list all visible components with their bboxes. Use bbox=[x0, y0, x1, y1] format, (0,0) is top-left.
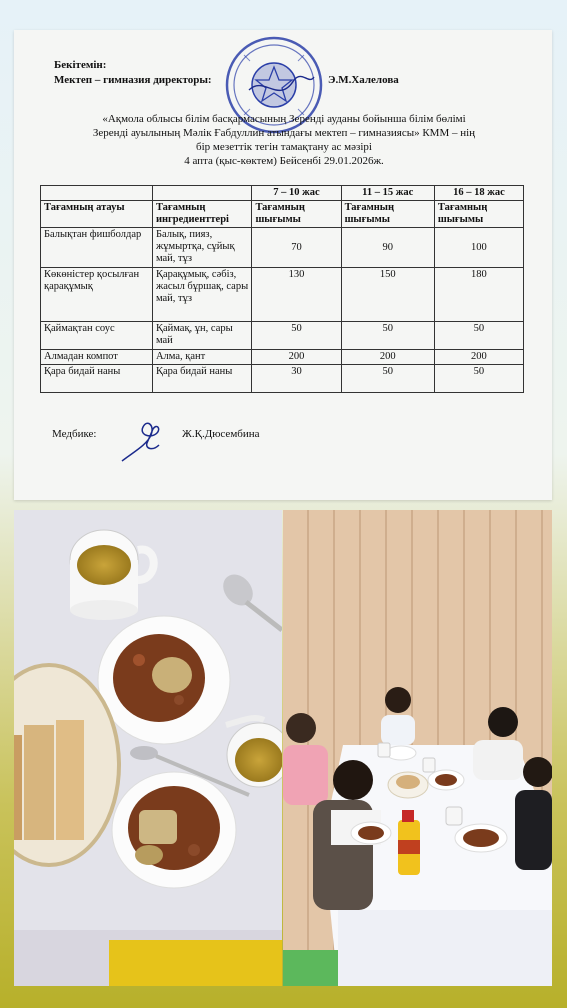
approve-title: Бекітемін: bbox=[54, 59, 107, 71]
dish-cell: Қаймақтан соус bbox=[41, 322, 153, 350]
medic-label: Медбике: bbox=[52, 428, 97, 440]
portion-cell: 130 bbox=[252, 268, 341, 322]
table-row bbox=[41, 322, 524, 350]
table-row bbox=[41, 350, 524, 365]
dish-cell: Алмадан компот bbox=[41, 350, 153, 365]
dish-cell: Қара бидай наны bbox=[41, 365, 153, 393]
children-dining-icon bbox=[283, 510, 552, 986]
approval-block bbox=[54, 58, 399, 88]
portion-cell: 200 bbox=[434, 350, 523, 365]
children-dining-photo bbox=[283, 510, 552, 986]
portion-cell: 180 bbox=[434, 268, 523, 322]
menu-table bbox=[40, 185, 524, 393]
ingredients-cell: Алма, қант bbox=[152, 350, 252, 365]
menu-document-photo bbox=[14, 30, 552, 500]
age-group: 7 – 10 жас bbox=[252, 186, 341, 201]
portion-cell: 50 bbox=[252, 322, 341, 350]
table-row bbox=[41, 365, 524, 393]
empty-cell bbox=[152, 186, 252, 201]
portion-cell: 30 bbox=[252, 365, 341, 393]
portion-cell: 50 bbox=[341, 322, 434, 350]
portion-cell: 70 bbox=[252, 228, 341, 268]
portion-cell: 100 bbox=[434, 228, 523, 268]
column-header: Тағамның шығымы bbox=[341, 201, 434, 228]
dish-cell: Балықтан фишболдар bbox=[41, 228, 153, 268]
column-header: Тағамның ингредиенттері bbox=[152, 201, 252, 228]
age-group: 16 – 18 жас bbox=[434, 186, 523, 201]
signature-icon bbox=[117, 415, 172, 465]
dish-cell: Көкөністер қосылған қарақұмық bbox=[41, 268, 153, 322]
empty-cell bbox=[41, 186, 153, 201]
director-label: Мектеп – гимназия директоры: bbox=[54, 74, 212, 86]
food-plates-photo bbox=[14, 510, 282, 986]
age-header-row bbox=[41, 186, 524, 201]
food-plates-icon bbox=[14, 510, 282, 986]
table-row bbox=[41, 228, 524, 268]
ingredients-cell: Қара бидай наны bbox=[152, 365, 252, 393]
title-line: 4 апта (қыс-көктем) Бейсенбі 29.01.2026ж. bbox=[184, 155, 384, 167]
column-header: Тағамның атауы bbox=[41, 201, 153, 228]
portion-cell: 50 bbox=[434, 365, 523, 393]
document-title bbox=[54, 112, 514, 168]
portion-cell: 50 bbox=[341, 365, 434, 393]
ingredients-cell: Қаймақ, ұн, сары май bbox=[152, 322, 252, 350]
medic-name: Ж.Қ.Дюсембина bbox=[182, 428, 260, 440]
ingredients-cell: Қарақұмық, сәбіз, жасыл бұршақ, сары май, тұз bbox=[152, 268, 252, 322]
portion-cell: 200 bbox=[341, 350, 434, 365]
column-header: Тағамның шығымы bbox=[434, 201, 523, 228]
portion-cell: 200 bbox=[252, 350, 341, 365]
age-group: 11 – 15 жас bbox=[341, 186, 434, 201]
ingredients-cell: Балық, пияз, жұмыртқа, сұйық май, тұз bbox=[152, 228, 252, 268]
portion-cell: 150 bbox=[341, 268, 434, 322]
director-name: Э.М.Халелова bbox=[328, 74, 399, 86]
title-line: «Ақмола облысы білім басқармасының Зеренді ауданы бойынша білім бөлімі bbox=[102, 113, 466, 125]
portion-cell: 50 bbox=[434, 322, 523, 350]
title-line: Зеренді ауылының Мәлік Ғабдуллин атындағы мектеп – гимназиясы» КММ – нің bbox=[92, 127, 476, 139]
portion-cell: 90 bbox=[341, 228, 434, 268]
column-header: Тағамның шығымы bbox=[252, 201, 341, 228]
menu-document bbox=[14, 30, 552, 500]
column-header-row bbox=[41, 201, 524, 228]
title-line: бір мезеттік тегін тамақтану ас мәзірі bbox=[196, 141, 372, 153]
table-row bbox=[41, 268, 524, 322]
